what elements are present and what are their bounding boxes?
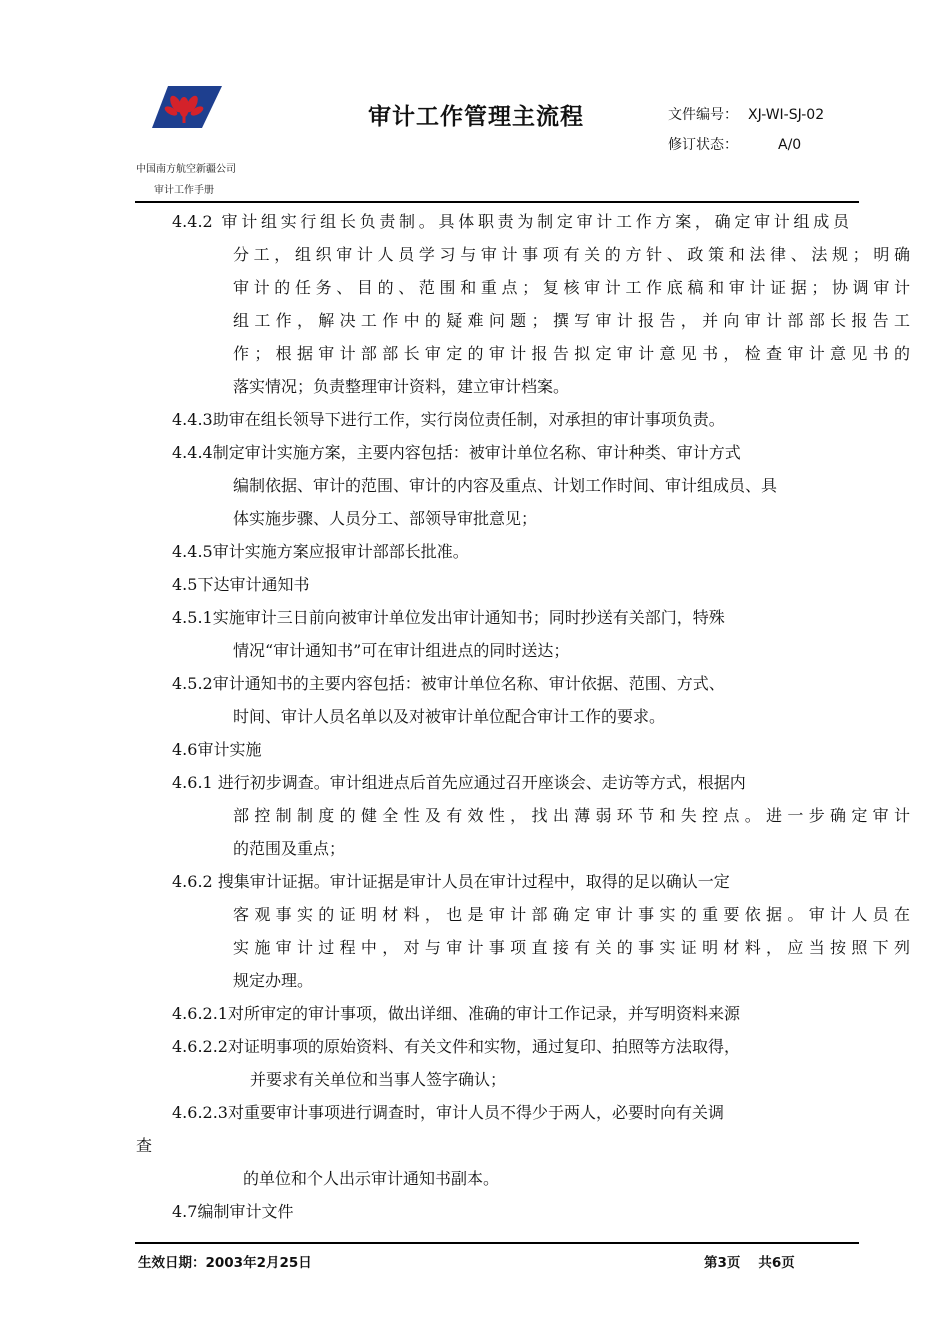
text-line: 体实施步骤、人员分工、部领导审批意见； — [233, 509, 538, 528]
effective-date: 生效日期：2003年2月25日 — [138, 1255, 312, 1271]
text-line: 4.6.1 进行初步调查。审计组进点后首先应通过召开座谈会、走访等方式，根据内 — [172, 773, 746, 792]
document-number-label: 文件编号： — [668, 107, 738, 123]
text-line: 时间、审计人员名单以及对被审计单位配合审计工作的要求。 — [233, 707, 666, 726]
company-logo-icon — [150, 82, 222, 132]
text-line: 4.6.2.1对所审定的审计事项，做出详细、准确的审计工作记录，并写明资料来源 — [172, 1004, 740, 1023]
manual-name: 审计工作手册 — [154, 185, 214, 196]
text-line: 并要求有关单位和当事人签字确认； — [250, 1070, 507, 1089]
header-divider — [135, 201, 859, 203]
text-line: 4.4.3助审在组长领导下进行工作，实行岗位责任制，对承担的审计事项负责。 — [172, 410, 725, 429]
text-line: 实施审计过程中，对与审计事项直接有关的事实证明材料，应当按照下列 — [233, 938, 910, 957]
text-line: 4.4.2 审计组实行组长负责制。具体职责为制定审计工作方案，确定审计组成员 — [172, 212, 849, 231]
total-pages: 共6页 — [758, 1255, 795, 1271]
current-page: 第3页 — [704, 1255, 741, 1271]
text-line: 作；根据审计部部长审定的审计报告拟定审计意见书，检查审计意见书的 — [233, 344, 910, 363]
text-line: 查 — [136, 1136, 153, 1155]
section-heading: 4.7编制审计文件 — [172, 1202, 294, 1221]
text-line: 审计的任务、目的、范围和重点；复核审计工作底稿和审计证据；协调审计 — [233, 278, 910, 297]
document-number-value: XJ-WI-SJ-02 — [748, 107, 825, 123]
text-line: 4.5.2审计通知书的主要内容包括：被审计单位名称、审计依据、范围、方式、 — [172, 674, 725, 693]
page-number — [704, 1251, 795, 1271]
text-line: 组工作，解决工作中的疑难问题；撰写审计报告，并向审计部部长报告工 — [233, 311, 910, 330]
text-line: 4.5.1实施审计三日前向被审计单位发出审计通知书；同时抄送有关部门，特殊 — [172, 608, 725, 627]
footer-divider — [135, 1242, 859, 1244]
text-line: 分工，组织审计人员学习与审计事项有关的方针、政策和法律、法规；明确 — [233, 245, 910, 264]
company-name: 中国南方航空新疆公司 — [136, 164, 236, 175]
document-number — [668, 104, 824, 124]
section-heading: 4.5下达审计通知书 — [172, 575, 310, 594]
text-line: 的范围及重点； — [233, 839, 346, 858]
section-heading: 4.6审计实施 — [172, 740, 262, 759]
text-line: 4.6.2.2对证明事项的原始资料、有关文件和实物，通过复印、拍照等方法取得， — [172, 1037, 740, 1056]
text-line: 4.4.5审计实施方案应报审计部部长批准。 — [172, 542, 469, 561]
text-line: 落实情况；负责整理审计资料，建立审计档案。 — [233, 377, 570, 396]
document-title: 审计工作管理主流程 — [368, 104, 584, 130]
revision-status-label: 修订状态： — [668, 137, 738, 153]
text-line: 的单位和个人出示审计通知书副本。 — [243, 1169, 500, 1188]
text-line: 4.6.2.3对重要审计事项进行调查时，审计人员不得少于两人，必要时向有关调 — [172, 1103, 724, 1122]
text-line: 4.6.2 搜集审计证据。审计证据是审计人员在审计过程中，取得的足以确认一定 — [172, 872, 730, 891]
revision-status-value: A/0 — [778, 137, 802, 153]
revision-status — [668, 134, 801, 154]
text-line: 4.4.4制定审计实施方案，主要内容包括：被审计单位名称、审计种类、审计方式 — [172, 443, 741, 462]
text-line: 部控制制度的健全性及有效性，找出薄弱环节和失控点。进一步确定审计 — [233, 806, 910, 825]
text-line: 情况“审计通知书”可在审计组进点的同时送达； — [233, 641, 570, 660]
text-line: 规定办理。 — [233, 971, 314, 990]
text-line: 编制依据、审计的范围、审计的内容及重点、计划工作时间、审计组成员、具 — [233, 476, 778, 495]
text-line: 客观事实的证明材料，也是审计部确定审计事实的重要依据。审计人员在 — [233, 905, 910, 924]
